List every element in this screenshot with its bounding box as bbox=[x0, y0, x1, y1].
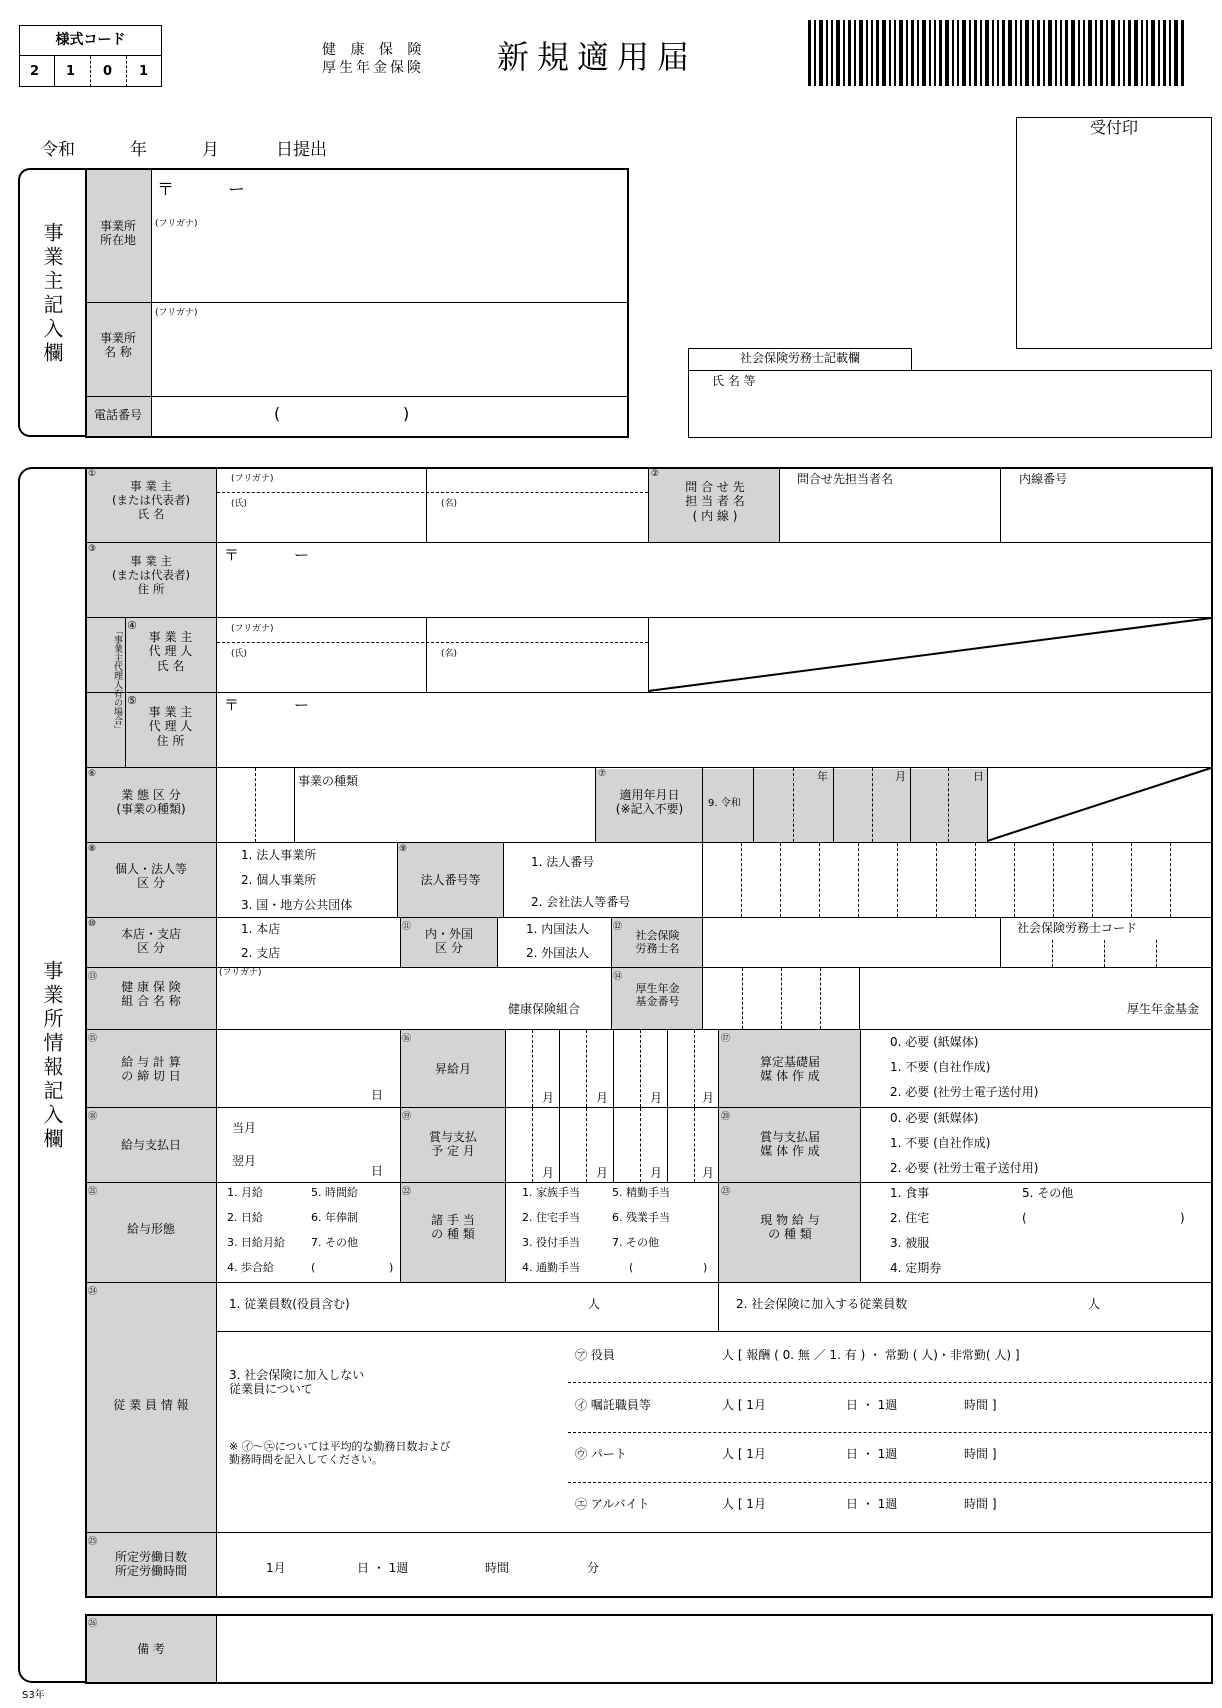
item-number: ② bbox=[651, 469, 660, 479]
allowance-option-1: 1. 家族手当 bbox=[522, 1186, 580, 1199]
date-month-label: 月 bbox=[202, 140, 219, 160]
hours-unit: 時間 bbox=[485, 1561, 510, 1575]
remarks-label: 備 考 bbox=[137, 1642, 165, 1656]
date-day-label: 日提出 bbox=[276, 140, 327, 160]
month-unit: 月 bbox=[542, 1166, 555, 1180]
item-number: ⑦ bbox=[598, 769, 607, 779]
insured-count-label: 2. 社会保険に加入する従業員数 bbox=[736, 1297, 908, 1311]
pay-option-1: 1. 月給 bbox=[227, 1186, 263, 1199]
item-number: ㉔ bbox=[88, 1287, 98, 1297]
branch-type-label: 本店・支店 区 分 bbox=[120, 927, 181, 956]
apply-year-unit: 年 bbox=[817, 770, 828, 783]
date-era: 令和 bbox=[41, 140, 75, 160]
item-number: ㉑ bbox=[88, 1187, 98, 1197]
raise-month-label: 昇給月 bbox=[434, 1062, 471, 1076]
agent-name-label: 事 業 主 代 理 人 氏 名 bbox=[148, 630, 193, 673]
month-unit: 月 bbox=[702, 1091, 715, 1105]
domestic-option-1: 1. 内国法人 bbox=[526, 922, 590, 936]
domestic-option-2: 2. 外国法人 bbox=[526, 946, 590, 960]
extension-header: 内線番号 bbox=[1019, 472, 1068, 486]
paren-open: ( bbox=[1022, 1211, 1027, 1225]
remarks-box bbox=[85, 1614, 1213, 1684]
month-unit: 月 bbox=[596, 1166, 609, 1180]
office-section-label: 事業所情報記入欄 bbox=[40, 960, 64, 1152]
paren-close: ) bbox=[703, 1261, 708, 1274]
day-unit: 日 bbox=[371, 1164, 384, 1178]
non-insured-label: 3. 社会保険に加入しない 従業員について bbox=[229, 1368, 365, 1397]
form-code-digit: 1 bbox=[139, 64, 149, 79]
item-number: ⑰ bbox=[721, 1034, 731, 1044]
agent-address-label: 事 業 主 代 理 人 住 所 bbox=[148, 705, 193, 748]
surname-label: (氏) bbox=[231, 499, 248, 509]
pay-option-5: 5. 時間給 bbox=[311, 1186, 358, 1199]
hours-unit: 時間 ] bbox=[964, 1497, 997, 1511]
day-week-unit: 日 ・ 1週 bbox=[357, 1561, 409, 1575]
item-number: ⑫ bbox=[613, 922, 623, 932]
apply-date-label: 適用年月日 (※記入不要) bbox=[615, 788, 684, 817]
employer-address-label: 事 業 主 (または代表者) 住 所 bbox=[112, 554, 190, 596]
postal-mark: 〒 bbox=[224, 696, 240, 714]
postal-dash: ー bbox=[294, 696, 310, 714]
item-number: ⑯ bbox=[402, 1034, 412, 1044]
in-kind-option-5: 5. その他 bbox=[1022, 1186, 1074, 1200]
employee-info-label: 従 業 員 情 報 bbox=[113, 1398, 189, 1412]
calc-media-label: 算定基礎届 媒 体 作 成 bbox=[759, 1055, 820, 1084]
person-month-unit: 人 [ 1月 bbox=[722, 1497, 766, 1511]
contact-person-label: 問 合 せ 先 担 当 者 名 ( 内 線 ) bbox=[685, 480, 745, 523]
receipt-stamp-label: 受付印 bbox=[1089, 118, 1138, 137]
paren-open: ( bbox=[629, 1261, 634, 1274]
postal-dash: ー bbox=[228, 180, 245, 200]
item-number: ⑨ bbox=[399, 844, 408, 854]
item-number: ③ bbox=[88, 544, 97, 554]
health-union-suffix: 健康保険組合 bbox=[508, 1002, 581, 1016]
form-title: 新規適用届 bbox=[497, 38, 698, 76]
officers-label: ㋐ 役員 bbox=[575, 1348, 615, 1362]
item-number: ⑥ bbox=[88, 769, 97, 779]
apply-day-unit: 日 bbox=[973, 770, 984, 783]
month-unit: 月 bbox=[702, 1166, 715, 1180]
form-code-digit: 0 bbox=[103, 64, 113, 79]
allowance-option-2: 2. 住宅手当 bbox=[522, 1211, 580, 1224]
item-number: ㉕ bbox=[88, 1537, 98, 1547]
part-time-label: ㋒ パート bbox=[575, 1447, 627, 1461]
item-number: ⑩ bbox=[88, 919, 97, 929]
item-number: ⑮ bbox=[88, 1034, 98, 1044]
domestic-foreign-label: 内・外国 区 分 bbox=[424, 927, 473, 956]
branch-option-1: 1. 本店 bbox=[241, 922, 281, 936]
insurance-type-1: 健 康 保 険 bbox=[322, 42, 427, 58]
bonus-media-label: 賞与支払届 媒 体 作 成 bbox=[759, 1130, 820, 1159]
media-option-0: 0. 必要 (紙媒体) bbox=[890, 1035, 979, 1049]
form-code-label: 様式コード bbox=[55, 32, 126, 48]
officers-detail: 人 [ 報酬 ( 0. 無 ／ 1. 有 ) ・ 常勤 ( 人)・非常勤( 人) ] bbox=[722, 1348, 1020, 1362]
furigana-label: (フリガナ) bbox=[155, 219, 198, 229]
minutes-unit: 分 bbox=[587, 1561, 600, 1575]
pay-option-4: 4. 歩合給 bbox=[227, 1261, 274, 1274]
office-address-label: 事業所 所在地 bbox=[99, 219, 136, 248]
hours-unit: 時間 ] bbox=[964, 1398, 997, 1412]
postal-mark: 〒 bbox=[224, 546, 240, 564]
item-number: ⑲ bbox=[402, 1112, 412, 1122]
month-unit: 月 bbox=[542, 1091, 555, 1105]
in-kind-label: 現 物 給 与 の 種 類 bbox=[760, 1213, 820, 1242]
month-unit: 月 bbox=[650, 1166, 663, 1180]
receipt-stamp-box bbox=[1016, 117, 1212, 349]
item-number: ① bbox=[88, 469, 97, 479]
media-option-0: 0. 必要 (紙媒体) bbox=[890, 1111, 979, 1125]
person-unit: 人 bbox=[588, 1297, 601, 1311]
allowance-option-3: 3. 役付手当 bbox=[522, 1236, 580, 1249]
allowance-option-7: 7. その他 bbox=[612, 1236, 659, 1249]
barcode bbox=[808, 20, 1184, 86]
in-kind-option-3: 3. 被服 bbox=[890, 1236, 930, 1250]
day-week-unit: 日 ・ 1週 bbox=[846, 1447, 898, 1461]
pension-fund-suffix: 厚生年金基金 bbox=[1127, 1002, 1200, 1016]
pay-option-2: 2. 日給 bbox=[227, 1211, 263, 1224]
allowance-option-6: 6. 残業手当 bbox=[612, 1211, 670, 1224]
furigana-label: (フリガナ) bbox=[219, 968, 262, 978]
employer-name-label: 事 業 主 (または代表者) 氏 名 bbox=[112, 479, 190, 521]
paren-close: ) bbox=[389, 1261, 394, 1274]
day-week-unit: 日 ・ 1週 bbox=[846, 1398, 898, 1412]
pay-this-month: 当月 bbox=[232, 1121, 257, 1135]
pay-next-month: 翌月 bbox=[232, 1154, 257, 1168]
work-days-label: 所定労働日数 所定労働時間 bbox=[114, 1550, 187, 1579]
pay-option-6: 6. 年俸制 bbox=[311, 1211, 358, 1224]
entity-option-2: 2. 個人事業所 bbox=[241, 873, 317, 887]
item-number: ㉒ bbox=[402, 1187, 412, 1197]
entity-type-label: 個人・法人等 区 分 bbox=[114, 862, 187, 891]
allowance-option-4: 4. 通勤手当 bbox=[522, 1261, 580, 1274]
postal-mark: 〒 bbox=[157, 180, 174, 200]
corporate-option-2: 2. 会社法人等番号 bbox=[531, 895, 631, 909]
hours-unit: 時間 ] bbox=[964, 1447, 997, 1461]
date-year-label: 年 bbox=[130, 140, 147, 160]
postal-dash: ー bbox=[294, 546, 310, 564]
media-option-2: 2. 必要 (社労士電子送付用) bbox=[890, 1161, 1039, 1175]
office-name-label: 事業所 名 称 bbox=[99, 331, 136, 360]
average-note: ※ ㋑～㋓については平均的な勤務日数および 勤務時間を記入してください。 bbox=[229, 1440, 451, 1467]
allowance-label: 諸 手 当 の 種 類 bbox=[431, 1213, 475, 1242]
item-number: ⑱ bbox=[88, 1112, 98, 1122]
corporate-option-1: 1. 法人番号 bbox=[531, 855, 595, 869]
payroll-cutoff-label: 給 与 計 算 の 締 切 日 bbox=[121, 1055, 181, 1084]
sharoushi-box bbox=[688, 370, 1212, 438]
paren-open: ( bbox=[311, 1261, 316, 1274]
contract-staff-label: ㋑ 嘱託職員等 bbox=[575, 1398, 651, 1412]
furigana-label: (フリガナ) bbox=[231, 474, 274, 484]
sharoushi-tab-label: 社会保険労務士記載欄 bbox=[739, 351, 860, 365]
day-unit: 日 bbox=[371, 1088, 384, 1102]
contact-person-header: 問合せ先担当者名 bbox=[797, 472, 894, 486]
pension-fund-label: 厚生年金 基金番号 bbox=[635, 982, 680, 1009]
phone-paren-close: ) bbox=[403, 404, 410, 423]
month-unit: 月 bbox=[650, 1091, 663, 1105]
phone-label: 電話番号 bbox=[93, 408, 142, 422]
employer-info-box bbox=[85, 168, 629, 438]
pay-option-3: 3. 日給月給 bbox=[227, 1236, 285, 1249]
employer-section-label: 事業主記入欄 bbox=[40, 222, 64, 366]
footer-code: S3年 bbox=[22, 1690, 45, 1701]
item-number: ⑭ bbox=[613, 972, 623, 982]
item-number: ㉓ bbox=[721, 1187, 731, 1197]
item-number: ⑪ bbox=[402, 922, 412, 932]
agent-condition-label: 「事業主代理人有の場合」 bbox=[112, 626, 122, 734]
entity-option-3: 3. 国・地方公共団体 bbox=[241, 898, 353, 912]
paren-close: ) bbox=[1180, 1211, 1185, 1225]
day-week-unit: 日 ・ 1週 bbox=[846, 1497, 898, 1511]
in-kind-option-4: 4. 定期券 bbox=[890, 1261, 942, 1275]
item-number: ⑤ bbox=[127, 694, 137, 707]
allowance-option-5: 5. 精勤手当 bbox=[612, 1186, 670, 1199]
given-name-label: (名) bbox=[441, 649, 458, 659]
form-code-digit: 1 bbox=[66, 64, 76, 79]
pay-day-label: 給与支払日 bbox=[120, 1138, 181, 1152]
item-number: ⑬ bbox=[88, 972, 98, 982]
item-number: ⑧ bbox=[88, 844, 97, 854]
item-number: ㉖ bbox=[88, 1619, 98, 1629]
surname-label: (氏) bbox=[231, 649, 248, 659]
item-number: ⑳ bbox=[721, 1112, 731, 1122]
employee-count-label: 1. 従業員数(役員含む) bbox=[229, 1297, 350, 1311]
sharoushi-name-label: 社会保険 労務士名 bbox=[635, 929, 680, 956]
health-union-label: 健 康 保 険 組 合 名 称 bbox=[121, 980, 181, 1009]
branch-option-2: 2. 支店 bbox=[241, 946, 281, 960]
person-month-unit: 人 [ 1月 bbox=[722, 1398, 766, 1412]
phone-paren-open: ( bbox=[274, 404, 281, 423]
media-option-1: 1. 不要 (自社作成) bbox=[890, 1136, 991, 1150]
corporate-number-label: 法人番号等 bbox=[420, 873, 481, 887]
person-unit: 人 bbox=[1088, 1297, 1101, 1311]
furigana-label: (フリガナ) bbox=[231, 624, 274, 634]
sharoushi-name-label: 氏 名 等 bbox=[712, 374, 756, 388]
bonus-month-label: 賞与支払 予 定 月 bbox=[428, 1130, 477, 1159]
sharoushi-code-label: 社会保険労務士コード bbox=[1017, 921, 1138, 935]
form-code-digit: 2 bbox=[30, 64, 40, 79]
business-kind-header: 事業の種類 bbox=[298, 774, 359, 788]
apply-date-era: 9. 令和 bbox=[708, 798, 741, 809]
given-name-label: (名) bbox=[441, 499, 458, 509]
furigana-label: (フリガナ) bbox=[155, 308, 198, 318]
pay-option-7: 7. その他 bbox=[311, 1236, 358, 1249]
person-month-unit: 人 [ 1月 bbox=[722, 1447, 766, 1461]
entity-option-1: 1. 法人事業所 bbox=[241, 848, 317, 862]
item-number: ④ bbox=[127, 619, 137, 632]
in-kind-option-2: 2. 住宅 bbox=[890, 1211, 930, 1225]
media-option-2: 2. 必要 (社労士電子送付用) bbox=[890, 1085, 1039, 1099]
apply-month-unit: 月 bbox=[895, 770, 906, 783]
month-label: 1月 bbox=[266, 1561, 286, 1575]
month-unit: 月 bbox=[596, 1091, 609, 1105]
pay-form-label: 給与形態 bbox=[126, 1222, 175, 1236]
arubaito-label: ㋓ アルバイト bbox=[575, 1497, 650, 1511]
in-kind-option-1: 1. 食事 bbox=[890, 1186, 930, 1200]
media-option-1: 1. 不要 (自社作成) bbox=[890, 1060, 991, 1074]
insurance-type-2: 厚生年金保険 bbox=[322, 60, 424, 76]
business-type-label: 業 態 区 分 (事業の種類) bbox=[116, 788, 186, 817]
